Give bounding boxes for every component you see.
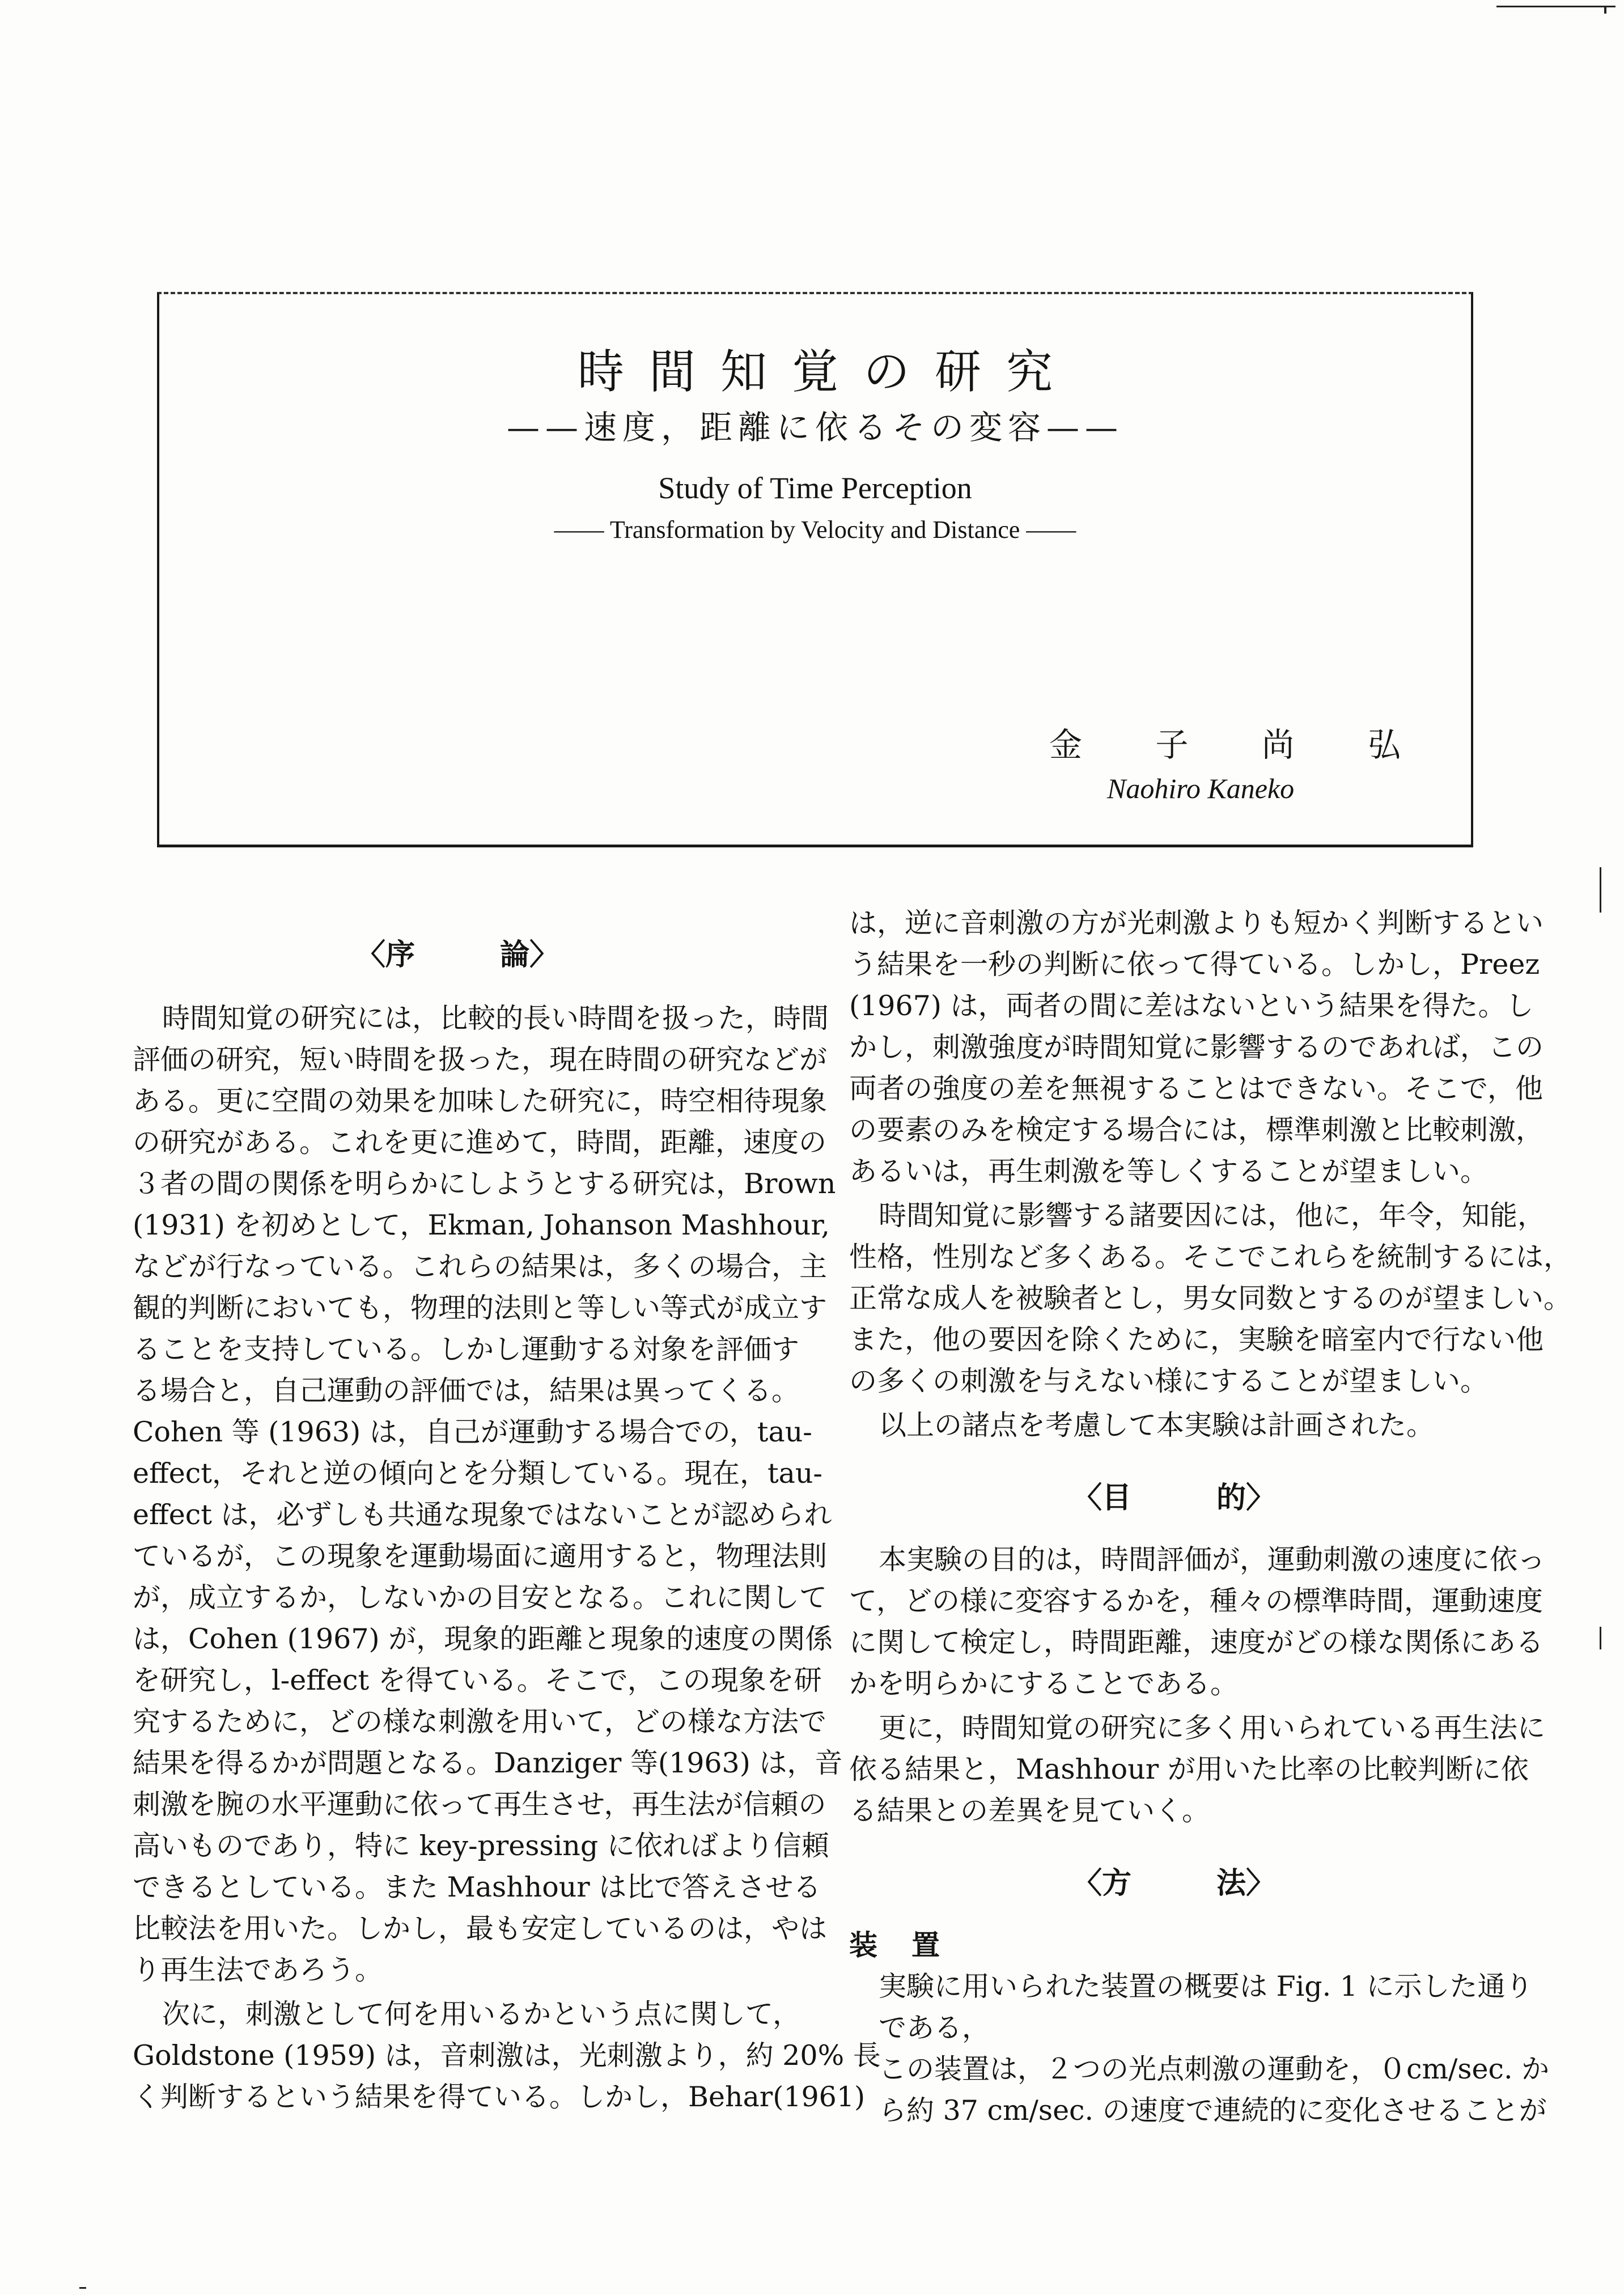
paragraph	[849, 1707, 1546, 1831]
scan-mark-top-right	[1496, 6, 1615, 7]
text-line: Cohen 等 (1963) は，自己が運動する場合での，tau-	[133, 1416, 812, 1448]
text-line: できるとしている。また Mashhour は比で答えさせる	[133, 1871, 821, 1903]
text-line: などが行なっている。これらの結果は，多くの場合，主	[133, 1250, 828, 1283]
text-line: である，	[879, 2012, 990, 2044]
text-line: を研究し，l-effect を得ている。そこで，この現象を研	[133, 1664, 822, 1696]
text-line: う結果を一秒の判断に依って得ている。しかし，Preez	[849, 948, 1540, 981]
text-line: 高いものであり，特に key-pressing に依ればより信頼	[133, 1830, 829, 1862]
text-line: く判断するという結果を得ている。しかし，Behar(1961)	[133, 2081, 866, 2113]
text-line: effect は，必ずしも共通な現象ではないことが認められ	[133, 1499, 832, 1531]
heading-part: 論〉	[500, 937, 559, 972]
author-char: 尚	[1261, 726, 1295, 764]
text-line: 本実験の目的は，時間評価が，運動刺激の速度に依っ	[879, 1543, 1546, 1576]
text-line: (1967) は，両者の間に差はないという結果を得た。し	[849, 990, 1534, 1022]
scan-mark-right-edge	[1600, 1627, 1601, 1649]
text-line: 次に，刺激として何を用いるかという点に関して，	[162, 1998, 801, 2030]
text-line: は，逆に音刺激の方が光刺激よりも短かく判断するとい	[849, 907, 1544, 939]
text-line: あるいは，再生刺激を等しくすることが望ましい。	[849, 1155, 1489, 1187]
heading-part: 〈方	[1072, 1866, 1131, 1901]
text-line: かし，刺激強度が時間知覚に影響するのであれば，この	[849, 1031, 1544, 1063]
paragraph	[849, 902, 1544, 1192]
author-name-japanese	[1049, 725, 1401, 765]
text-line: に関して検定し，時間距離，速度がどの様な関係にある	[849, 1626, 1544, 1658]
section-heading-purpose	[849, 1477, 1499, 1518]
text-line: 実験に用いられた装置の概要は Fig. 1 に示した通り	[879, 1970, 1533, 2003]
heading-part: 〈序	[355, 937, 415, 972]
text-line: は，Cohen (1967) が，現象的距離と現象的速度の関係	[133, 1623, 833, 1655]
section-heading-introduction	[133, 934, 782, 975]
author-char: 金	[1049, 726, 1083, 764]
text-line: 刺激を腕の水平運動に依って再生させ，再生法が信頼の	[133, 1788, 826, 1821]
text-line: の要素のみを検定する場合には，標準刺激と比較刺激，	[849, 1114, 1544, 1146]
text-line: 比較法を用いた。しかし，最も安定しているのは，やは	[133, 1912, 828, 1945]
right-column	[849, 902, 1572, 2134]
text-line: る場合と，自己運動の評価では，結果は異ってくる。	[133, 1375, 800, 1407]
scan-mark-bottom-left	[79, 2287, 86, 2289]
scan-mark-right-edge	[1600, 867, 1601, 913]
text-line: 以上の諸点を考慮して本実験は計画された。	[879, 1409, 1435, 1441]
text-line: が，成立するか，しないかの目安となる。これに関して	[133, 1581, 828, 1614]
author-char: 子	[1155, 726, 1189, 764]
text-line: ある。更に空間の効果を加味した研究に，時空相待現象	[133, 1085, 828, 1117]
paper-title: 時間知覚の研究	[577, 345, 1078, 399]
text-line: ３者の間の関係を明らかにしようとする研究は，Brown	[133, 1168, 836, 1200]
text-line: ら約 37 cm/sec. の速度で連続的に変化させることが	[879, 2094, 1547, 2127]
text-line: ることを支持している。しかし運動する対象を評価す	[133, 1333, 800, 1365]
text-line: 時間知覚の研究には，比較的長い時間を扱った，時間	[162, 1002, 829, 1034]
section-heading-method	[849, 1863, 1499, 1904]
paper-subtitle: ——速度，距離に依るその変容——	[506, 408, 1123, 447]
text-line: かを明らかにすることである。	[849, 1668, 1239, 1700]
text-line: 更に，時間知覚の研究に多く用いられている再生法に	[879, 1712, 1546, 1744]
text-line: て，どの様に変容するかを，種々の標準時間，運動速度	[849, 1585, 1544, 1617]
text-line: 観的判断においても，物理的法則と等しい等式が成立す	[133, 1292, 828, 1324]
author-char: 弘	[1367, 726, 1401, 764]
title-block	[157, 292, 1473, 847]
paragraph	[849, 1195, 1572, 1402]
paper-subtitle-english: —— Transformation by Velocity and Distance ——	[554, 516, 1076, 544]
text-line: 時間知覚に影響する諸要因には，他に，年令，知能，	[879, 1199, 1546, 1232]
text-line: 究するために，どの様な刺激を用いて，どの様な方法で	[133, 1706, 827, 1738]
text-line: の多くの刺激を与えない様にすることが望ましい。	[849, 1365, 1489, 1397]
text-line: また，他の要因を除くために，実験を暗室内で行ない他	[849, 1323, 1544, 1356]
heading-part: 法〉	[1216, 1866, 1276, 1901]
paragraph	[133, 998, 843, 1991]
paragraph	[849, 1539, 1546, 1704]
text-line: 両者の強度の差を無視することはできない。そこで，他	[849, 1072, 1544, 1105]
author-name-english: Naohiro Kaneko	[1107, 773, 1295, 804]
text-line: り再生法であろう。	[133, 1954, 383, 1986]
text-line: 評価の研究，短い時間を扱った，現在時間の研究などが	[133, 1043, 828, 1076]
text-line: Goldstone (1959) は，音刺激は，光刺激より，約 20% 長	[133, 2039, 881, 2072]
text-line: 正常な成人を被験者とし，男女同数とするのが望ましい。	[849, 1282, 1572, 1314]
paper-title-english: Study of Time Perception	[658, 471, 972, 505]
text-line: 依る結果と，Mashhour が用いた比率の比較判断に依	[849, 1753, 1529, 1785]
heading-part: 〈目	[1072, 1480, 1131, 1515]
text-line: 性格，性別など多くある。そこでこれらを統制するには，	[849, 1241, 1572, 1273]
text-line: ているが，この現象を運動場面に適用すると，物理法則	[133, 1540, 828, 1572]
paragraph	[849, 1405, 1499, 1446]
scan-mark-top-right-end	[1604, 6, 1606, 14]
text-line: effect，それと逆の傾向とを分類している。現在，tau-	[133, 1457, 822, 1490]
paragraph	[849, 1966, 1550, 2131]
text-line: (1931) を初めとして，Ekman, Johanson Mashhour,	[133, 1209, 830, 1241]
text-line: 結果を得るかが問題となる。Danziger 等(1963) は，音	[133, 1747, 843, 1779]
text-line: る結果との差異を見ていく。	[849, 1795, 1210, 1827]
subsection-heading-apparatus: 装置	[849, 1928, 974, 1962]
text-line: この装置は，２つの光点刺激の運動を，０cm/sec. か	[879, 2053, 1550, 2085]
paragraph	[133, 1993, 881, 2118]
left-column	[133, 934, 881, 2120]
heading-part: 的〉	[1216, 1480, 1276, 1515]
text-line: の研究がある。これを更に進めて，時間，距離，速度の	[133, 1126, 827, 1159]
